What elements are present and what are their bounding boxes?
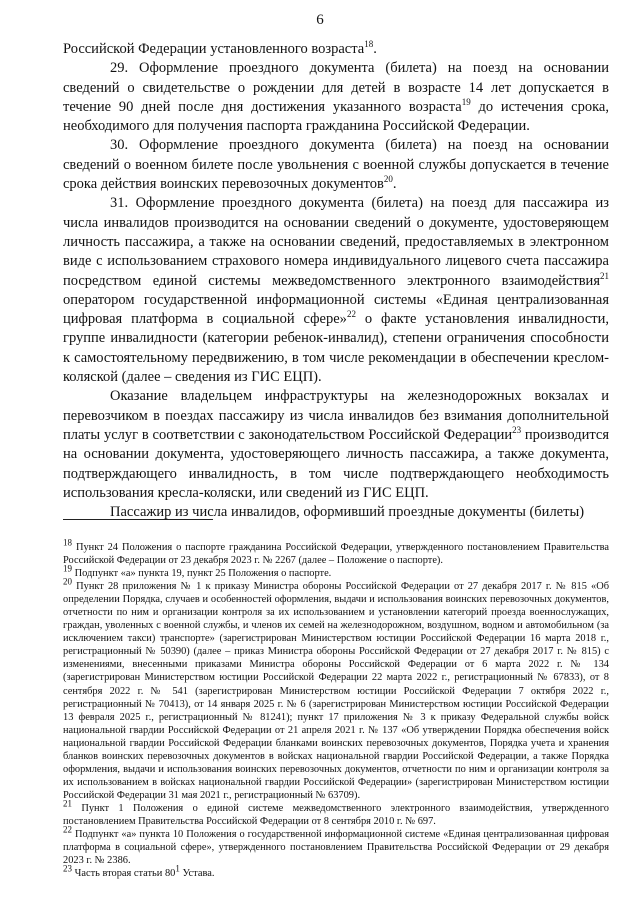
footnote: [63, 563, 609, 580]
footnote-ref: 18: [364, 39, 374, 50]
text-run: Часть вторая статьи 80: [72, 868, 176, 880]
footnote: [63, 537, 609, 567]
text-run: Подпункт «а» пункта 10 Положения о государственной информационной системе «Единая централизованная цифровая платформа в социальной сфере», утвержденного постановлением Правительства Российской Федерации от 29 декабря 2023 г. № 2386.: [63, 829, 609, 867]
text-run: Российской Федерации установленного возраста: [63, 41, 365, 57]
footnote-ref: 19: [63, 563, 72, 574]
footnote-ref: 19: [461, 97, 471, 108]
text-run: 30. Оформление проездного документа (билета) на поезд на основании сведений о военном билете после увольнения с военной службы допускается в течение срока действия воинских перевозочных документов: [63, 137, 609, 193]
footnote-ref: 21: [600, 270, 609, 281]
footnote-ref: 1: [175, 863, 180, 874]
footnotes: [63, 537, 609, 880]
main-text: [63, 40, 609, 522]
text-run: Устава.: [179, 868, 215, 880]
paragraph: [63, 194, 609, 387]
text-run: .: [373, 41, 377, 57]
footnote-separator: [63, 519, 213, 520]
footnote-ref: 23: [63, 863, 72, 874]
paragraph: [63, 40, 609, 59]
text-run: о факте установления инвалидности, группе инвалидности (категории ребенок-инвалид), степени ограничения способности к самостоятельному передвижению, в том числе рекомендации в обеспечении креслом-коляской (далее – сведения из ГИС ЕЦП).: [63, 311, 609, 386]
text-run: 31. Оформление проездного документа (билета) на поезд для пассажира из числа инвалидов производится на основании сведений о документе, удостоверяющем личность пассажира, а также на основании сведений, предоставляемых в электронном виде с использованием страхового номера индивидуального лицевого счета пассажира посредством единой системы межведомственного электронного взаимодействия: [63, 195, 609, 289]
footnote-ref: 22: [346, 309, 356, 320]
footnote-ref: 22: [63, 824, 72, 835]
text-run: Пункт 24 Положения о паспорте гражданина Российской Федерации, утвержденного постановлением Правительства Российской Федерации от 23 декабря 2023 г. № 2267 (далее – Положение о паспорте).: [63, 542, 609, 567]
paragraph: [63, 136, 609, 194]
footnote-ref: 23: [512, 425, 522, 436]
footnote: [63, 798, 609, 828]
footnote: [63, 576, 609, 802]
text-run: оператором государственной информационной системы «Единая централизованная цифровая платформа в социальной сфере»: [63, 291, 609, 328]
text-run: производится на основании документа, удостоверяющего личность пассажира, а также документа, подтверждающего инвалидность, в том числе подтверждающего необходимость использования кресла-коляски, или сведений из ГИС ЕЦП.: [63, 426, 609, 501]
text-run: 29. Оформление проездного документа (билета) на поезд на основании сведений о свидетельстве о рождении для детей в возрасте 14 лет допускается в течение 90 дней после дня достижения указанного возраста: [63, 60, 609, 115]
text-run: Пассажир из числа инвалидов, оформивший проездные документы (билеты): [110, 504, 585, 521]
text-run: Пункт 1 Положения о единой системе межведомственного электронного взаимодействия, утвержденного постановлением Правительства Российской Федерации от 8 сентября 2010 г. № 697.: [63, 802, 609, 827]
footnote: [63, 863, 609, 880]
footnote-ref: 20: [383, 174, 393, 185]
page-number: 6: [316, 12, 324, 28]
footnote-ref: 18: [63, 537, 72, 548]
footnote-ref: 20: [63, 576, 72, 587]
text-run: Подпункт «а» пункта 19, пункт 25 Положения о паспорте.: [72, 568, 332, 580]
text-run: .: [392, 176, 397, 193]
paragraph: [63, 59, 609, 136]
footnote: [63, 824, 609, 867]
paragraph: [63, 387, 609, 503]
text-run: Оказание владельцем инфраструктуры на железнодорожных вокзалах и перевозчиком в поездах пассажиру из числа инвалидов без взимания дополнительной платы услуг в соответствии с законодательством Российской Федерации: [63, 388, 609, 443]
text-run: до истечения срока, необходимого для получения паспорта гражданина Российской Федерации.: [63, 98, 609, 135]
footnote-ref: 21: [63, 798, 72, 809]
text-run: Пункт 28 приложения № 1 к приказу Министра обороны Российской Федерации от 27 декабря 2017 г. № 815 «Об определении Порядка, случаев и особенностей оформления, выдачи и использования воинских перевозочных документов, отчетности по ним и организации контроля за их использованием и установлении категорий проезда военнослужащих, граждан, уволенных с военной службы, и членов их семей на железнодорожном, воздушном, водном и автомобильном (за исключением такси) транспорте» (зарегистрирован Министерством юстиции Российской Федерации 16 марта 2018 г., регистрационный № 50390) (далее – приказ Министра обороны Российской Федерации от 27 декабря 2017 г. № 815) с изменениями, внесенными приказами Министра обороны Российской Федерации от 6 марта 2022 г. № 134 (зарегистрирован Министерством юстиции Российской Федерации 22 марта 2022 г., регистрационный № 67833), от 8 сентября 2022 г. № 541 (зарегистрирован Министерством юстиции Российской Федерации 7 октября 2022 г., регистрационный № 70413), от 14 января 2025 г. № 6 (зарегистрирован Министерством юстиции Российской Федерации 13 февраля 2025 г., регистрационный № 81241); пункт 17 приложения № 3 к приказу Федеральной службы войск национальной гвардии Российской Федерации от 21 апреля 2021 г. № 137 «Об утверждении Порядка обеспечения войск национальной гвардии Российской Федерации бланками воинских перевозочных документов, Порядка учета и хранения бланков воинских перевозочных документов в войсках национальной гвардии Российской Федерации, а также Порядка оформления, выдачи и использования воинских перевозочных документов, отчетности по ним и организации контроля за их использованием в войсках национальной гвардии Российской Федерации» (зарегистрирован Министерством юстиции Российской Федерации 31 мая 2021 г., регистрационный № 63709).: [63, 581, 609, 801]
